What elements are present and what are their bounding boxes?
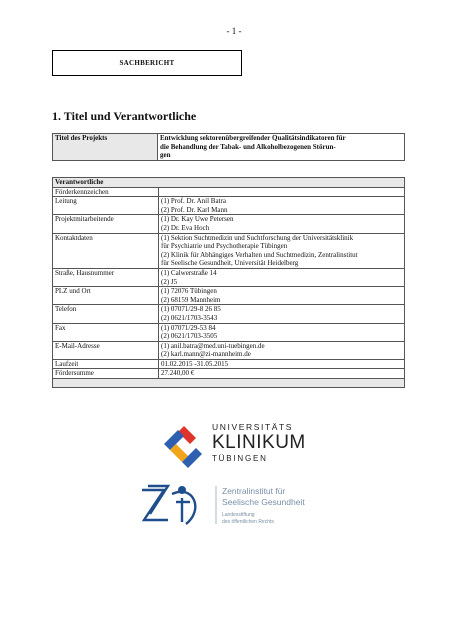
responsible-row-value-line: (2) 0621/1703-3505 bbox=[161, 332, 218, 341]
responsible-row bbox=[53, 287, 405, 305]
responsible-row-value bbox=[159, 369, 405, 379]
responsible-row-value bbox=[159, 233, 405, 268]
responsible-row-value bbox=[159, 197, 405, 215]
responsible-row bbox=[53, 268, 405, 286]
responsible-row-value-line: (1) 72076 Tübingen bbox=[161, 287, 217, 296]
responsible-row-label: Leitung bbox=[53, 197, 159, 215]
responsible-row bbox=[53, 197, 405, 215]
responsible-row bbox=[53, 369, 405, 379]
project-title-value bbox=[158, 134, 405, 161]
responsible-row-value bbox=[159, 305, 405, 323]
responsible-row-value-line: (2) Klinik für Abhängiges Verhalten und Suchtmedizin, Zentralinstitut bbox=[161, 250, 358, 259]
responsible-row-value-line: für Psychiatrie und Psychotherapie Tübingen bbox=[161, 242, 288, 251]
ukt-logo-line3: TÜBINGEN bbox=[212, 454, 268, 463]
responsible-row-label: E-Mail-Adresse bbox=[53, 341, 159, 359]
responsible-table bbox=[52, 177, 405, 388]
responsible-row-value-line: (1) anil.batra@med.uni-tuebingen.de bbox=[161, 341, 265, 350]
responsible-header-row bbox=[53, 178, 405, 188]
zi-logo-line3: Landesstiftung bbox=[222, 512, 255, 518]
responsible-row bbox=[53, 215, 405, 233]
responsible-row-value-line: (1) Calwerstraße 14 bbox=[161, 268, 217, 277]
responsible-footer-row bbox=[53, 379, 405, 388]
responsible-row-label: Förderkennzeichen bbox=[53, 187, 159, 197]
report-label-box bbox=[52, 50, 242, 76]
responsible-header: Verantwortliche bbox=[53, 178, 405, 188]
zi-logo-mark bbox=[142, 486, 195, 524]
responsible-row-value-line: (1) Sektion Suchtmedizin und Suchtforschung der Universitätsklinik bbox=[161, 233, 354, 242]
page-number: - 1 - bbox=[226, 26, 242, 36]
responsible-row-value-line: (2) J5 bbox=[161, 277, 178, 286]
responsible-row-label: Straße, Hausnummer bbox=[53, 268, 159, 286]
responsible-row bbox=[53, 233, 405, 268]
project-title-row bbox=[53, 134, 405, 161]
ukt-logo bbox=[160, 420, 330, 472]
responsible-row bbox=[53, 341, 405, 359]
responsible-row-value-line: (2) Prof. Dr. Karl Mann bbox=[161, 205, 228, 214]
responsible-row-value-line bbox=[161, 188, 402, 197]
responsible-row-label: Kontaktdaten bbox=[53, 233, 159, 268]
project-title-table bbox=[52, 133, 405, 161]
responsible-row-value-line: für Seelische Gesundheit, Universität Heidelberg bbox=[161, 259, 299, 268]
responsible-row-value bbox=[159, 323, 405, 341]
responsible-row-label: Telefon bbox=[53, 305, 159, 323]
responsible-row-value-line: (2) 68159 Mannheim bbox=[161, 295, 221, 304]
zi-logo bbox=[138, 480, 318, 530]
zi-logo-line4: des öffentlichen Rechts bbox=[222, 519, 274, 525]
responsible-row-label: Fördersumme bbox=[53, 369, 159, 379]
responsible-row-value bbox=[159, 215, 405, 233]
responsible-row bbox=[53, 359, 405, 369]
responsible-row bbox=[53, 187, 405, 197]
responsible-row-value-line: (2) 0621/1703-3543 bbox=[161, 313, 218, 322]
ukt-logo-line1: UNIVERSITÄTS bbox=[212, 422, 294, 432]
responsible-row bbox=[53, 305, 405, 323]
ukt-logo-line2: KLINIKUM bbox=[212, 432, 306, 453]
responsible-row-value-line: (1) 07071/29-8 26 85 bbox=[161, 305, 221, 314]
responsible-row-value bbox=[159, 341, 405, 359]
project-title-line: Entwicklung sektorenübergreifender Qualitätsindikatoren für bbox=[160, 134, 346, 142]
responsible-row bbox=[53, 323, 405, 341]
section-title: 1. Titel und Verantwortliche bbox=[52, 109, 197, 123]
responsible-row-value-line: (1) 07071/29-53 84 bbox=[161, 323, 216, 332]
responsible-footer-cell bbox=[53, 379, 405, 388]
zi-logo-line2: Seelische Gesundheit bbox=[222, 497, 305, 507]
responsible-row-value-line: 01.02.2015 -31.05.2015 bbox=[161, 359, 229, 368]
responsible-row-value bbox=[159, 187, 405, 197]
zi-logo-line1: Zentralinstitut für bbox=[222, 486, 286, 496]
responsible-row-value bbox=[159, 268, 405, 286]
responsible-row-value bbox=[159, 287, 405, 305]
responsible-row-value bbox=[159, 359, 405, 369]
project-title-line: die Behandlung der Tabak- und Alkoholbezogenen Störun- bbox=[160, 142, 336, 151]
responsible-row-value-line: (1) Prof. Dr. Anil Batra bbox=[161, 197, 226, 206]
project-title-line: gen bbox=[160, 151, 171, 160]
responsible-row-label: Projektmitarbeitende bbox=[53, 215, 159, 233]
responsible-row-label: Fax bbox=[53, 323, 159, 341]
responsible-row-label: Laufzeit bbox=[53, 359, 159, 369]
report-label: SACHBERICHT bbox=[119, 59, 175, 67]
project-title-label: Titel des Projekts bbox=[53, 134, 158, 161]
responsible-row-label: PLZ und Ort bbox=[53, 287, 159, 305]
responsible-row-value-line: 27.240,00 € bbox=[161, 369, 195, 378]
responsible-row-value-line: (1) Dr. Kay Uwe Petersen bbox=[161, 215, 234, 224]
responsible-row-value-line: (2) karl.mann@zi-mannheim.de bbox=[161, 350, 251, 359]
responsible-row-value-line: (2) Dr. Eva Hoch bbox=[161, 223, 210, 232]
